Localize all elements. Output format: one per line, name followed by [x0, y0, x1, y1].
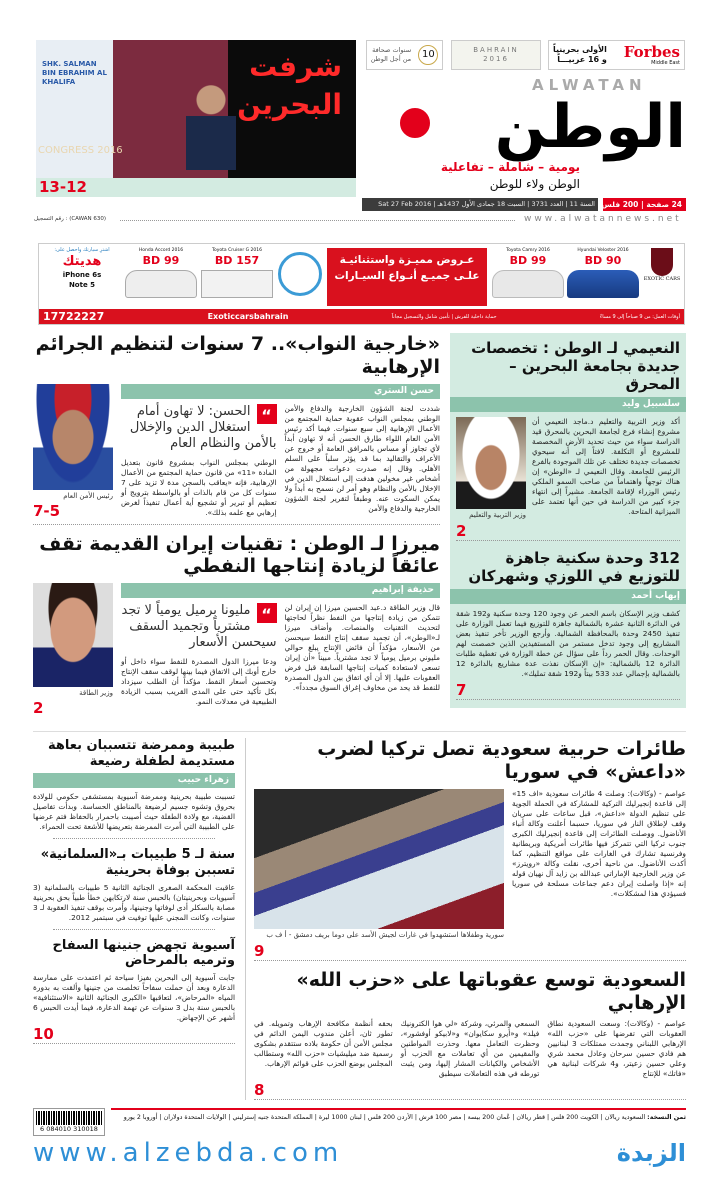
left-column	[33, 333, 440, 725]
news-photo[interactable]	[254, 789, 504, 929]
forbes-logo: Forbes	[623, 43, 680, 61]
article-headline[interactable]: النعيمي لـ الوطن : تخصصات جديدة بجامعة البحرين – المحرق	[471, 339, 680, 393]
ad-car	[567, 248, 639, 298]
bahrain-badge-year: 2016	[483, 55, 509, 63]
feature-headline-2: البحرين	[237, 88, 342, 121]
feature-photo[interactable]	[36, 40, 356, 178]
article-body-col1: عواصم - (وكالات): وسعت السعودية نطاق العقوبات التي تفرضها على «حزب الله» الإرهابي اللبناني وجمدت ممتلكات 3 لبنانيين هم فادي حسين سرحان وعادل محمد شري وعلي حسين زعيتر، و4 شركات لبنانية هي «فاتك» للإنتاج	[547, 1019, 686, 1079]
divider	[456, 699, 680, 700]
price-label: ثمن النسخة:	[647, 1114, 686, 1122]
car-price: BD 99	[142, 254, 180, 267]
article-body: عواصم - (وكالات): وصلت 4 طائرات سعودية «اف 15» إلى قاعدة إنجيرليك التركية للمشاركة في الحملة الجوية على تنظيم الدولة «داعش»، قبل ساعات على سريان وقف لإطلاق النار في سوريا، حسبما أعلنت وكالة أنباء الأناضول. ووصلت الطائرات إلى قاعدة إنجيرليك الكبرى جنوب تركيا التي تتمركز فيها طائرات أمريكية وبريطانية وفرنسية تشارك في الغارات على مواقع التنظيم، كما أكدت الأناضول. من ناحية أخرى، نقلت وكالة «رويترز» عن وزير الخارجية الإماراتي عبدالله بن زايد آل نهيان قوله إنه «إذا واصلت إيران دعم جماعات مسلحة في سوريا فسيؤدي هذا لمشكلات».	[512, 788, 686, 898]
ad-gift	[43, 247, 121, 290]
watermark-url: www.alzebda.com	[33, 1138, 344, 1169]
hijri-date: السبت 18 جمادى الأول 1437هـ	[437, 200, 526, 208]
website-url[interactable]: www.alwatannews.net	[524, 214, 682, 224]
anniversary-badge	[366, 40, 443, 70]
quote-icon: “	[257, 404, 277, 424]
ad-offer-line-1: عـروض مميـزة واستثنائيـة	[339, 254, 475, 266]
article-byline: زهراء حبيب	[33, 773, 235, 788]
issue-bar: السنة 11 | العدد 3731 | السبت 18 جمادى الأول 1437هـ | Sat 27 Feb 2016	[362, 198, 598, 211]
ad-car	[125, 248, 197, 298]
car-price: BD 99	[509, 254, 547, 267]
screen-name: SHK. SALMAN BIN EBRAHIM AL KHALIFA	[42, 60, 107, 86]
barcode-number: 6 084010 310018	[40, 1125, 98, 1134]
lower-stories	[33, 731, 686, 1100]
ad-hours: أوقات العمل: من 9 صباحاً إلى 9 مساءً	[599, 313, 680, 320]
forbes-sub: Middle East	[651, 60, 680, 66]
logo-red-disc	[396, 104, 434, 142]
ad-phone[interactable]: 17722227	[43, 310, 105, 323]
page-number: 9	[254, 941, 265, 960]
price-bar: 24 صفحة | 200 فلس	[603, 198, 686, 211]
photo-caption: وزير الطاقة	[79, 689, 113, 698]
masthead-logo[interactable]	[366, 92, 686, 162]
article-body-col1: شددت لجنة الشؤون الخارجية والدفاع والأمن الوطني بمجلس النواب عقوبة حماية المجتمع من الأعمال الإرهابية إلى سبع سنوات. فيما أكد رئيس الأمن العام اللواء طارق الحسن أنه لا تهاون أبداً لأي تجاوز أو مساس بالمرافق العامة أو خروج عن الأعراف والتقاليد بما قد يؤثر سلباً على السلم الأهلي. وقال إنه صدرت دعوات مجهولة من أشخاص غير مخولين هدفت إلى استغلال الدين في الإخلال بالأمن والنظام وهو أمر لن نسمح به أبداً ولا يمكن السكوت عنه. وطبقاً لتقرير لجنة الشؤون الخارجية والدفاع والأمن	[284, 403, 440, 513]
article-headline[interactable]: طبيبة وممرضة تتسببان بعاهة مستديمة لطفلة رضيعة	[47, 738, 235, 769]
page-number: 7	[456, 681, 467, 699]
footer-rule	[111, 1108, 686, 1110]
gift-phone-1: iPhone 6s	[62, 271, 102, 279]
article-body-col2: السمعي والمرئي، وشركة «لي هوا الكترونيك فيلد» و«أيرو سكايوان» و«لابيكو أوفشور»، وحظرت التعامل معها. وحذرت المواطنين والمقيمين من أي تعاملات مع الحزب أو الأشخاص والكيانات المشار إليها، ومن يثبت تورطه في هذه التعاملات سيطبق	[400, 1019, 540, 1079]
pull-quote-text: الحسن: لا تهاون أمام استغلال الدين والإخلال بالأمن والنظام العام	[129, 403, 277, 451]
page-number: 7-5	[33, 501, 61, 520]
ad-car	[492, 248, 564, 298]
article-body-col2: الوطني بمجلس النواب بمشروع قانون بتعديل المادة «11» من قانون حماية المجتمع من الأعمال الإرهابية، فإنه «يعاقب بالسجن مدة لا تزيد على 7 سنوات كل من قام بالذات أو بالواسطة بترويج أو تعظيم أو تبرير أو تشجيع أية أعمال تنفيذاً لغرض إرهابي مع علمه بذلك».	[121, 457, 277, 517]
divider	[254, 960, 686, 961]
ad-banner[interactable]	[38, 243, 685, 325]
event-name: CONGRESS 2016	[38, 145, 123, 156]
pull-quote-text: مليونا برميل يومياً لا تجد مشترياً وتجميد السقف سيحسن الأسعار	[121, 603, 277, 651]
main-stories-column	[245, 738, 686, 1100]
feature-headline-1: شرفت	[249, 50, 342, 83]
article-body-col3: بحقه أنظمة مكافحة الإرهاب وتمويله. في تطور ثان، أعلن مندوب اليمن الدائم في مجلس الأمن أن حكومة بلاده ستتقدم بشكوى رسمية ضد ميليشيات «حزب الله» وستطالب المجلس بوضع الحزب على قوائم الإرهاب.	[253, 1019, 393, 1069]
article-planes	[254, 738, 686, 961]
price-list	[111, 1113, 686, 1122]
article-byline: حسن الستري	[121, 384, 440, 399]
ad-offer-line-2: علـى جميـع أنـواع السيـارات	[334, 270, 480, 282]
article-body: كشف وزير الإسكان باسم الحمر عن وجود 120 وحدة سكنية و192 شقة في الدائرة الثانية عشرة بالشمالية جاهزة للتوزيع فيما تعمل الوزارة على تنفيذ 2450 وحدة بالمحافظة الشمالية. وأرجع الوزير تأخر تنفيذ بعض المشاريع إلى وجود تدخل مستمر من المستفيدين الذين خصصت لهم الوحدات. وقال الحمر رداً على سؤال عن خطة الوزارة في تغطية طلبات الدائرة 12 بالشمالية: «إن الإسكان نفذت عدة مشاريع بالدائرة 12 بالشمالية بإجمالي عدد 533 بيتاً و192 شقة تمليك».	[456, 609, 680, 678]
divider	[33, 1043, 235, 1044]
page-number: 8	[254, 1081, 265, 1100]
anniversary-text-1: سنوات صحافة	[372, 46, 412, 54]
issue-price: 200 فلس	[601, 200, 639, 209]
car-name: Toyota Camry 2016	[506, 248, 550, 253]
quote-icon: “	[257, 603, 277, 623]
anniversary-number: 10	[418, 45, 438, 65]
car-price: BD 157	[214, 254, 260, 267]
pull-quote	[121, 404, 277, 452]
page-number: 2	[456, 522, 467, 540]
latin-name: ALWATAN	[532, 76, 647, 94]
issue-number: العدد 3731	[531, 200, 564, 208]
article-headline[interactable]: سنة لـ 5 طبيبات بـ«السلمانية» تسببن بوفاة بحرينية	[40, 847, 235, 878]
feature-page-number: 13-12	[39, 178, 87, 196]
police-chief-photo[interactable]	[33, 384, 113, 490]
ad-car	[201, 248, 273, 298]
article-body: تسببت طبيبة بحرينية وممرضة آسيوية بمستشفى حكومي للولادة بحروق وتشوه جسيم لرضيعة بالمناطق الحساسة. وبدأت تفاصيل القضية، مع ولادة الطفلة حيث أصيبت باحمرار بالحفاظ فتم عرضها على الطبيبة التي أمرت الممرضة بتعريضها للأشعة تحت الحمراء.	[33, 792, 235, 832]
article-body-col2: ودعا ميرزا الدول المصدرة للنفط سواء داخل أو خارج أوبك إلى الاتفاق فيما بينها لوقف سقف الإنتاج وتحسين أسعار النفط. مؤكداً أن الطلب سيزداد بكل تأكيد حتى على المدى القريب بسبب الزيادة الطبيعية في معدلات النمو.	[121, 657, 277, 707]
car-price: BD 90	[584, 254, 622, 267]
divider	[53, 838, 215, 839]
page-number: 2	[33, 699, 44, 718]
page-body	[33, 333, 686, 1168]
feature-strip	[36, 178, 356, 197]
ad-instagram[interactable]: Exoticcarsbahrain	[207, 312, 289, 321]
article-headline[interactable]: ميرزا لـ الوطن : تقنيات إيران القديمة تقف عائقاً لزيادة إنتاجها النفطي	[39, 532, 440, 578]
photo-caption: سورية وطفلاها استشهدوا في غارات لجيش الأسد على دوما بريف دمشق - أ ف ب	[266, 930, 504, 939]
article-byline: إيهاب أحمد	[450, 589, 686, 604]
ad-stamp	[278, 252, 322, 296]
article-headline[interactable]: طائرات حربية سعودية تصل تركيا لضرب «داعش» في سوريا	[317, 738, 686, 783]
car-name: Honda Accord 2016	[138, 248, 184, 253]
article-mirza	[33, 533, 440, 718]
article-headline[interactable]: آسيوية تجهض جنينها السفاح وترميه بالمرحاض	[52, 937, 235, 969]
briefs-column	[33, 738, 235, 1044]
article-headline[interactable]: السعودية توسع عقوباتها على «حزب الله» الإرهابي	[296, 968, 686, 1014]
ad-brand: EXOTIC CARS	[643, 276, 681, 282]
person-silhouette	[186, 80, 236, 170]
article-body-col1: قال وزير الطاقة د.عبد الحسين ميرزا إن إيران لن تتمكن من زيادة إنتاجها من النفط نظراً لحاجتها لتحديث التقنيات والمنصات. وأضاف ميرزا لـ«الوطن»، أن تجميد سقف إنتاج النفط سيحسن من الأسعار، مؤكداً أن فائض الإنتاج يبلغ حوالي مليوني برميل يومياً لا تجد مشترياً. مبيناً «أن إيران تسعى لاستعادة كميات إنتاجها السابقة قبل فرض العقوبات عليها. إلا أن أي اتفاق بين الدول المصدرة للنفط قد يحد من مخاوف إغراق السوق مجدداً».	[284, 603, 440, 693]
top-stories	[33, 333, 686, 725]
exotic-cars-logo	[643, 248, 681, 283]
price-values: السعودية ريالان | الكويت 200 فلس | قطر ريالان | عُمان 200 بيسة | مصر 100 قرش | الأردن 200 فلس | لبنان 1000 ليرة | المملكة المتحدة جنيه إسترليني | الولايات المتحدة دولاران | أوروبا 2 يورو	[123, 1114, 646, 1122]
ad-footer-strip	[39, 309, 684, 324]
car-name: Hyundai Veloster 2016	[577, 248, 629, 253]
gift-title: هديتك	[62, 254, 102, 269]
bahrain-badge	[451, 40, 541, 70]
divider	[254, 1099, 686, 1100]
tagline: يومية – شاملة – تفاعلية	[440, 160, 580, 174]
article-byline: سلسبيل وليد	[450, 397, 686, 412]
forbes-badge	[548, 40, 685, 70]
article-body: جابت آسيوية إلى البحرين بفيزا سياحة ثم اعتمدت على ممارسة الدعارة وبعد أن حملت سفاحاً تخلصت من جنينها وألقت به بدورة المياه «المرحاض»، لتعاقبها «الكبرى الجنائية الثانية «الاستئنافية» بالحبس سنة بدل 3 سنوات عن تهمة الدعارة، فيما أيدت الحبس 6 أشهر عن الإجهاض.	[33, 972, 235, 1022]
photo-caption: رئيس الأمن العام	[63, 491, 113, 500]
article-byline: حذيفة إبراهيم	[121, 583, 440, 598]
ad-offer	[327, 248, 487, 306]
registration: رقم التسجيل : (CAWAN 630)	[34, 216, 107, 222]
photo-caption: وزير التربية والتعليم	[469, 511, 526, 519]
page-number: 10	[33, 1024, 54, 1043]
car-name: Toyota Cruiser G 2016	[212, 248, 262, 253]
logo-text: الوطن	[494, 92, 686, 162]
article-naimi	[456, 339, 680, 541]
gift-phone-2: Note 5	[68, 281, 96, 289]
barcode	[33, 1108, 105, 1136]
forbes-text-2: و 16 عربيـــاً	[557, 55, 607, 64]
article-headline[interactable]: «خارجية النواب».. 7 سنوات لتنظيم الجرائم الإرهابية	[35, 333, 440, 378]
article-nuwab	[33, 333, 440, 525]
article-body: أكد وزير التربية والتعليم د.ماجد النعيمي أن مشروع إنشاء فرع لجامعة البحرين بالمحرق قيد الدراسة سواء من حيث تحديد الأرض المخصصة للمشروع أو التكلفة. لافتاً إلى أنه سيحوي تخصصات جديدة تختلف عن تلك الموجودة بالفرع الرئيس للجامعة. وقال النعيمي لـ «الوطن» إن هناك توجهاً واهتماماً من صاحب السمو الملكي رئيس الوزراء لإقامة الجامعة. مشيراً إلى انتهاء جزء كبير من الدراسة في حين أنها تعتمد على الميزانية المتاحة.	[532, 417, 680, 516]
anniversary-text-2: من أجل الوطن	[370, 55, 412, 63]
article-body: عاقبت المحكمة الصغرى الجنائية الثانية 5 طبيبات بالسلمانية (3 آسيويات وبحرينيتان) بالحبس سنة لارتكابهن خطأ طبياً بحق بحرينية مصابة بالسكلر أدى لوفاتها وجنينها، وأمرت بوقف تنفيذ العقوبة لـ 3 سنوات، وكانت المجني عليها توفيت في سبتمبر 2012.	[33, 882, 235, 922]
forbes-text-1: الأولى بحرينياً	[553, 45, 607, 54]
bahrain-badge-text: BAHRAIN	[473, 46, 519, 54]
divider	[456, 540, 680, 541]
right-column	[450, 333, 686, 708]
divider	[33, 524, 440, 525]
pull-quote	[121, 603, 277, 651]
article-housing	[456, 549, 680, 700]
slogan: الوطن ولاء للوطن	[489, 177, 580, 191]
page-count: 24 صفحة	[646, 200, 682, 209]
watermark-logo: الزبدة	[616, 1139, 686, 1168]
article-headline[interactable]: 312 وحدة سكنية جاهزة للتوزيع في اللوزي وشهركان	[468, 549, 680, 585]
gift-label: اشترِ سيارتك واحصل على:	[54, 247, 110, 253]
header-divider	[120, 220, 515, 221]
footer	[33, 1108, 686, 1168]
energy-minister-photo[interactable]	[33, 583, 113, 687]
gregorian-date: Sat 27 Feb 2016	[378, 200, 432, 208]
issue-year: السنة 11	[569, 200, 595, 208]
ad-services: حماية داخلية للفرش | تأمين شامل والتسجيل مجاناً	[391, 313, 497, 320]
divider	[53, 929, 215, 930]
minister-photo[interactable]	[456, 417, 526, 509]
article-hezbollah	[254, 969, 686, 1101]
